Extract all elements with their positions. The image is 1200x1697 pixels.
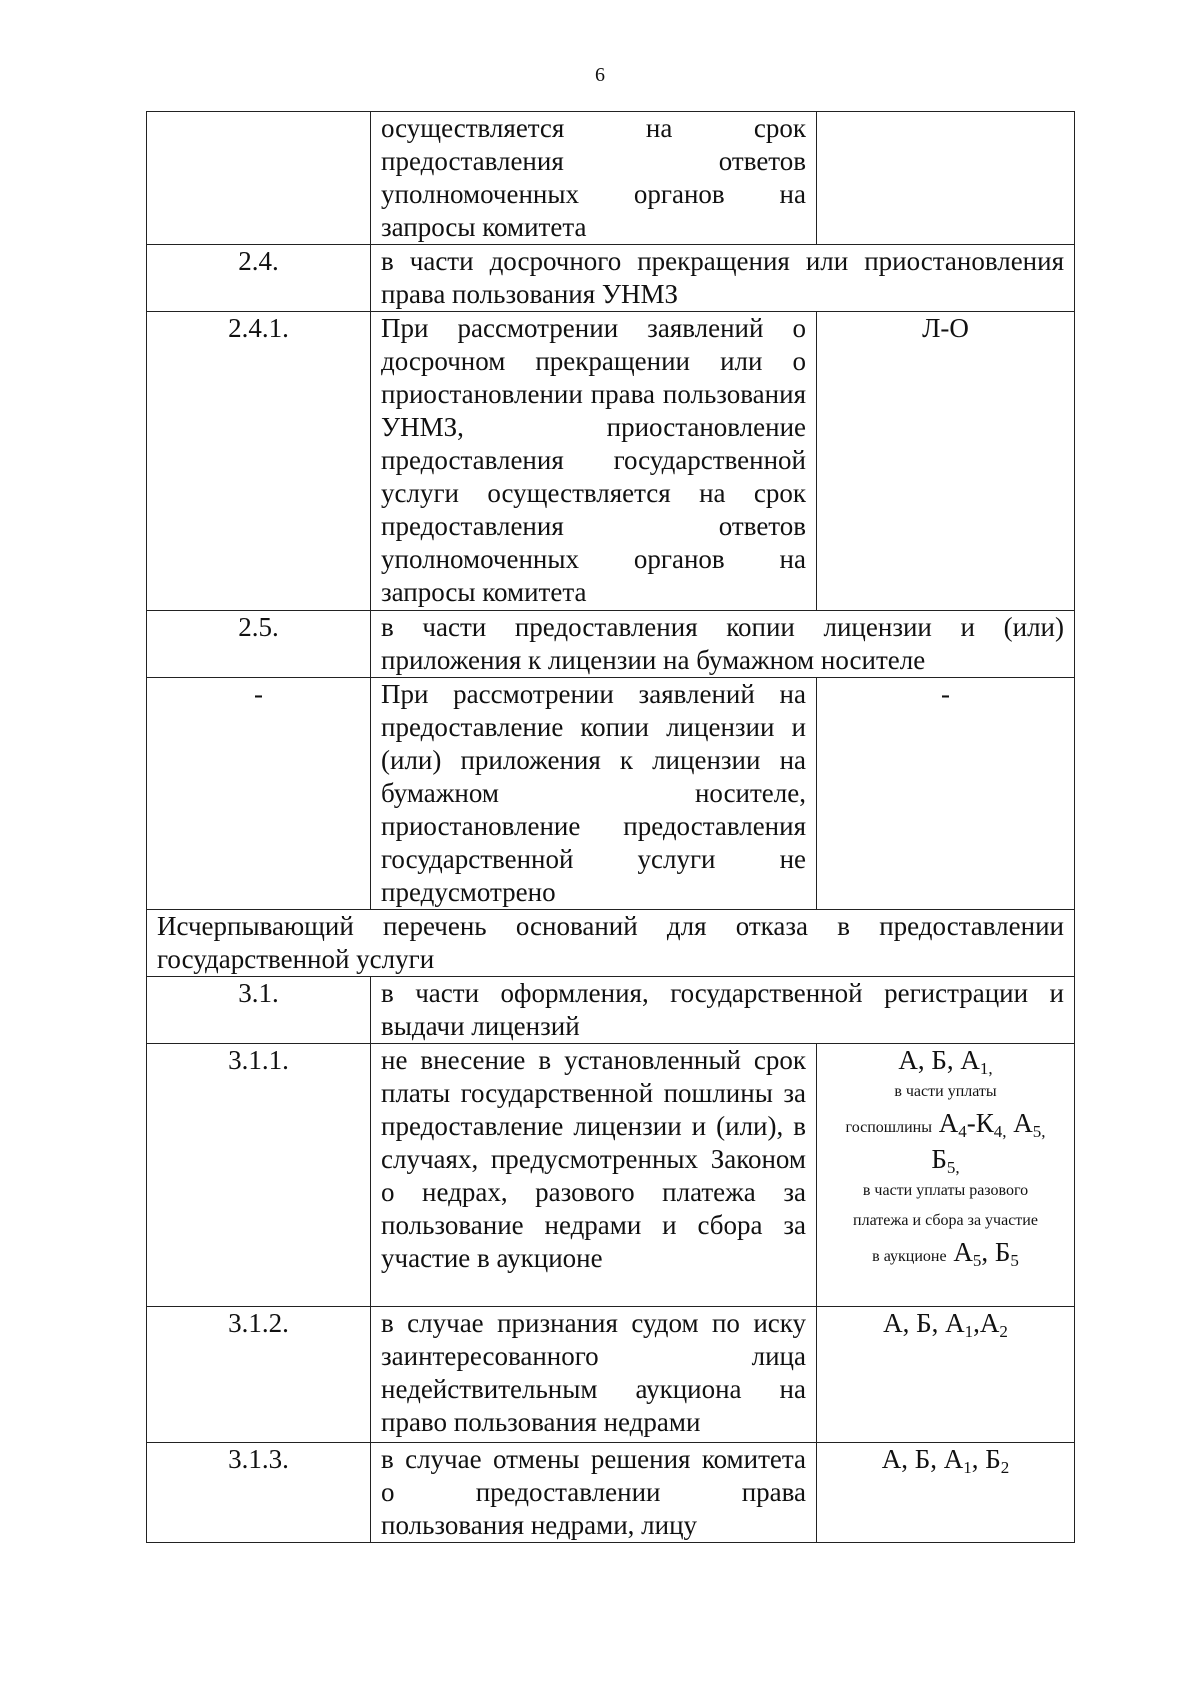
cell-number: 3.1.3.: [147, 1443, 371, 1543]
ref-note: в аукционе: [872, 1248, 947, 1265]
ref-subscript: 1,: [979, 1059, 993, 1078]
ref-subscript: 5: [1010, 1251, 1019, 1270]
ref-text: А, Б, А: [898, 1045, 980, 1075]
ref-note: госпошлины: [845, 1119, 932, 1136]
cell-description: в случае признания судом по иску заинтересованного лица недействительным аукциона на право пользования недрами: [371, 1307, 817, 1443]
ref-subscript: 1: [963, 1458, 972, 1477]
cell-description: в части оформления, государственной регистрации и выдачи лицензий: [371, 977, 1075, 1044]
ref-subscript: 4: [958, 1122, 967, 1141]
cell-number: -: [147, 678, 371, 910]
ref-text: А: [938, 1108, 959, 1138]
ref-subscript: 5: [972, 1251, 982, 1270]
table-row-3-1-3: [147, 1443, 1075, 1543]
cell-reference: [817, 1307, 1075, 1443]
ref-text: ,А: [973, 1308, 1000, 1338]
section-heading-row: [147, 910, 1075, 977]
ref-text: -К: [966, 1108, 994, 1138]
table-row-2-4: [147, 245, 1075, 312]
cell-number: 2.4.1.: [147, 312, 371, 611]
ref-note: в части уплаты разового: [862, 1182, 1029, 1199]
ref-subscript: 2: [1000, 1458, 1010, 1477]
ref-text: А, Б, А: [883, 1308, 965, 1338]
ref-text: А, Б, А: [881, 1444, 964, 1474]
ref-note: в части уплаты: [894, 1083, 997, 1100]
cell-description: При рассмотрении заявлений о досрочном прекращении или о приостановлении права пользования УНМЗ, приостановление предоставления государственной услуги осуществляется на срок предоставления ответов уполномоченных органов на запросы комитета: [371, 312, 817, 611]
ref-text: , Б: [971, 1444, 1001, 1474]
ref-note: платежа и сбора за участие: [853, 1212, 1038, 1229]
ref-subscript: 2: [999, 1322, 1008, 1341]
table-row-3-1-2: [147, 1307, 1075, 1443]
ref-subscript: 4,: [993, 1122, 1007, 1141]
ref-text: , Б: [981, 1237, 1011, 1267]
cell-number: 2.4.: [147, 245, 371, 312]
cell-description: в части досрочного прекращения или приостановления права пользования УНМЗ: [371, 245, 1075, 312]
section-heading: Исчерпывающий перечень оснований для отказа в предоставлении государственной услуги: [147, 910, 1075, 977]
table-row-3-1: [147, 977, 1075, 1044]
cell-reference: [817, 1443, 1075, 1543]
ref-subscript: 5,: [946, 1158, 960, 1177]
table-row-dash: [147, 678, 1075, 910]
cell-description: При рассмотрении заявлений на предоставление копии лицензии и (или) приложения к лицензии на бумажном носителе, приостановление предоставления государственной услуги не предусмотрено: [371, 678, 817, 910]
table-row-3-1-1: [147, 1044, 1075, 1307]
ref-subscript: 1: [964, 1322, 974, 1341]
ref-text: А: [953, 1237, 973, 1267]
cell-number: 3.1.: [147, 977, 371, 1044]
cell-number: 3.1.1.: [147, 1044, 371, 1307]
cell-reference: Л-О: [817, 312, 1075, 611]
cell-description: в случае отмены решения комитета о предоставлении права пользования недрами, лицу: [371, 1443, 817, 1543]
cell-number: [147, 112, 371, 245]
cell-description: не внесение в установленный срок платы государственной пошлины за предоставление лицензии и (или), в случаях, предусмотренных Законом о недрах, разового платежа за пользование недрами и сбора за участие в аукционе: [371, 1044, 817, 1307]
grounds-table: [146, 111, 1075, 1543]
table-row-continuation: [147, 112, 1075, 245]
cell-number: 3.1.2.: [147, 1307, 371, 1443]
cell-reference: [817, 1044, 1075, 1307]
cell-reference: -: [817, 678, 1075, 910]
ref-text: Б: [931, 1144, 947, 1174]
cell-description: в части предоставления копии лицензии и (или) приложения к лицензии на бумажном носителе: [371, 611, 1075, 678]
page-number: 6: [595, 64, 605, 86]
table-row-2-5: [147, 611, 1075, 678]
ref-text: А: [1006, 1108, 1033, 1138]
cell-number: 2.5.: [147, 611, 371, 678]
ref-subscript: 5,: [1032, 1122, 1046, 1141]
cell-reference: [817, 112, 1075, 245]
cell-description: осуществляется на срок предоставления ответов уполномоченных органов на запросы комитета: [371, 112, 817, 245]
table-row-2-4-1: [147, 312, 1075, 611]
